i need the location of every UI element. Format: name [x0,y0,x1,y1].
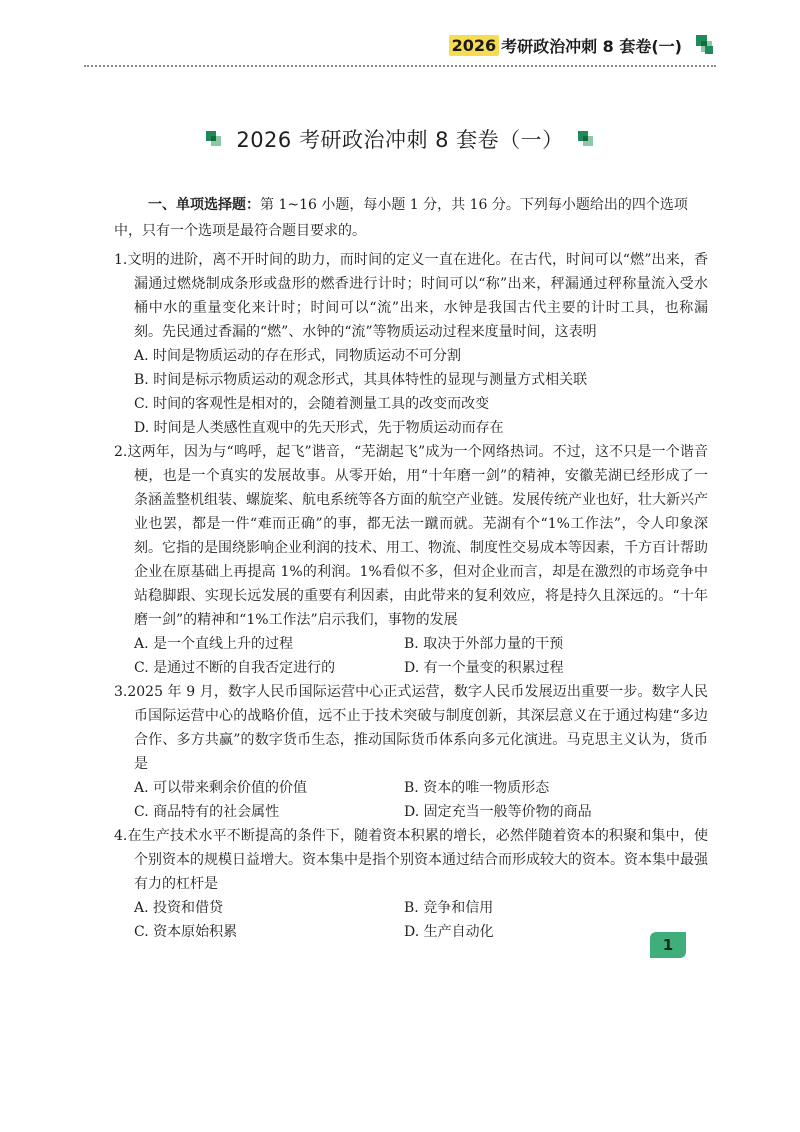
question-text: 在生产技术水平不断提高的条件下，随着资本积累的增长，必然伴随着资本的积聚和集中，使个别资本的规模日益增大。资本集中是指个别资本通过结合而形成较大的资本。资本集中最强有力的杠杆是 [127,828,708,892]
option-b: B. 竞争和信用 [404,900,494,916]
options-grid [114,632,708,680]
option-d: D. 时间是人类感性直观中的先天形式，先于物质运动而存在 [134,420,504,436]
header-divider [84,65,716,67]
question-number: 4. [114,828,128,844]
title-left-squares-icon [206,131,222,147]
question-1 [114,248,708,440]
question-4 [114,824,708,944]
option-b: B. 资本的唯一物质形态 [404,780,550,796]
option-d: D. 固定充当一般等价物的商品 [404,804,592,820]
section-heading [114,192,708,244]
page-title: 2026 考研政治冲刺 8 套卷（一） [236,128,564,152]
option-a: A. 可以带来剩余价值的价值 [134,780,308,796]
option-b: B. 取决于外部力量的干预 [404,636,564,652]
exam-content [114,192,708,944]
running-header [449,34,708,57]
option-d: D. 有一个量变的积累过程 [404,660,564,676]
title-right-squares-icon [578,131,594,147]
question-3 [114,680,708,824]
running-header-year: 2026 [449,35,500,56]
question-number: 1. [114,252,128,268]
section-instruction: 第 1~16 小题，每小题 1 分，共 16 分。下列每小题给出的四个选项中，只有一个选项是最符合题目要求的。 [114,197,688,239]
option-a: A. 时间是物质运动的存在形式，同物质运动不可分割 [134,348,462,364]
options-grid [114,776,708,824]
question-stem [114,248,708,344]
title-row [0,124,800,154]
question-stem [114,824,708,896]
options-grid [114,896,708,944]
question-text: 文明的进阶，离不开时间的助力，而时间的定义一直在进化。在古代，时间可以“燃”出来，香漏通过燃烧制成条形或盘形的燃香进行计时；时间可以“称”出来，秤漏通过秤称量流入受水桶中水的重量变化来计时；时间可以“流”出来，水钟是我国古代主要的计时工具，也称漏刻。先民通过香漏的“燃”、水钟的“流”等物质运动过程来度量时间，这表明 [127,252,708,340]
question-number: 3. [114,684,128,700]
option-b: B. 时间是标示物质运动的观念形式，其具体特性的显现与测量方式相关联 [134,372,588,388]
question-stem [114,440,708,632]
option-c: C. 是通过不断的自我否定进行的 [134,660,336,676]
running-header-title: 考研政治冲刺 8 套卷(一) [501,37,682,56]
option-d: D. 生产自动化 [404,924,494,940]
question-text: 这两年，因为与“鸣呼，起飞”谐音，“芜湖起飞”成为一个网络热词。不过，这不只是一个谐音梗，也是一个真实的发展故事。从零开始，用“十年磨一剑”的精神，安徽芜湖已经形成了一条涵盖整机组装、螺旋桨、航电系统等各方面的航空产业链。发展传统产业也好，壮大新兴产业也罢，都是一件“难而正确”的事，都无法一蹴而就。芜湖有个“1%工作法”，令人印象深刻。它指的是围绕影响企业利润的技术、用工、物流、制度性交易成本等因素，千方百计帮助企业在原基础上再提高 1%的利润。1%看似不多，但对企业而言，却是在激烈的市场竞争中站稳脚跟、实现长远发展的重要有利因素，由此带来的复利效应，将是持久且深远的。“十年磨一剑”的精神和“1%工作法”启示我们，事物的发展 [127,444,708,628]
option-a: A. 投资和借贷 [134,900,224,916]
question-text: 2025 年 9 月，数字人民币国际运营中心正式运营，数字人民币发展迈出重要一步。数字人民币国际运营中心的战略价值，远不止于技术突破与制度创新，其深层意义在于通过构建“多边合作、多方共赢”的数字货币生态，推动国际货币体系向多元化演进。马克思主义认为，货币是 [127,684,708,772]
option-c: C. 时间的客观性是相对的，会随着测量工具的改变而改变 [134,396,490,412]
question-2 [114,440,708,680]
section-heading-label: 一、单项选择题： [148,197,260,213]
option-a: A. 是一个直线上升的过程 [134,636,294,652]
header-squares-icon [696,35,716,57]
question-stem [114,680,708,776]
question-number: 2. [114,444,128,460]
page-number-badge: 1 [650,932,686,958]
option-c: C. 商品特有的社会属性 [134,804,280,820]
option-c: C. 资本原始积累 [134,924,238,940]
